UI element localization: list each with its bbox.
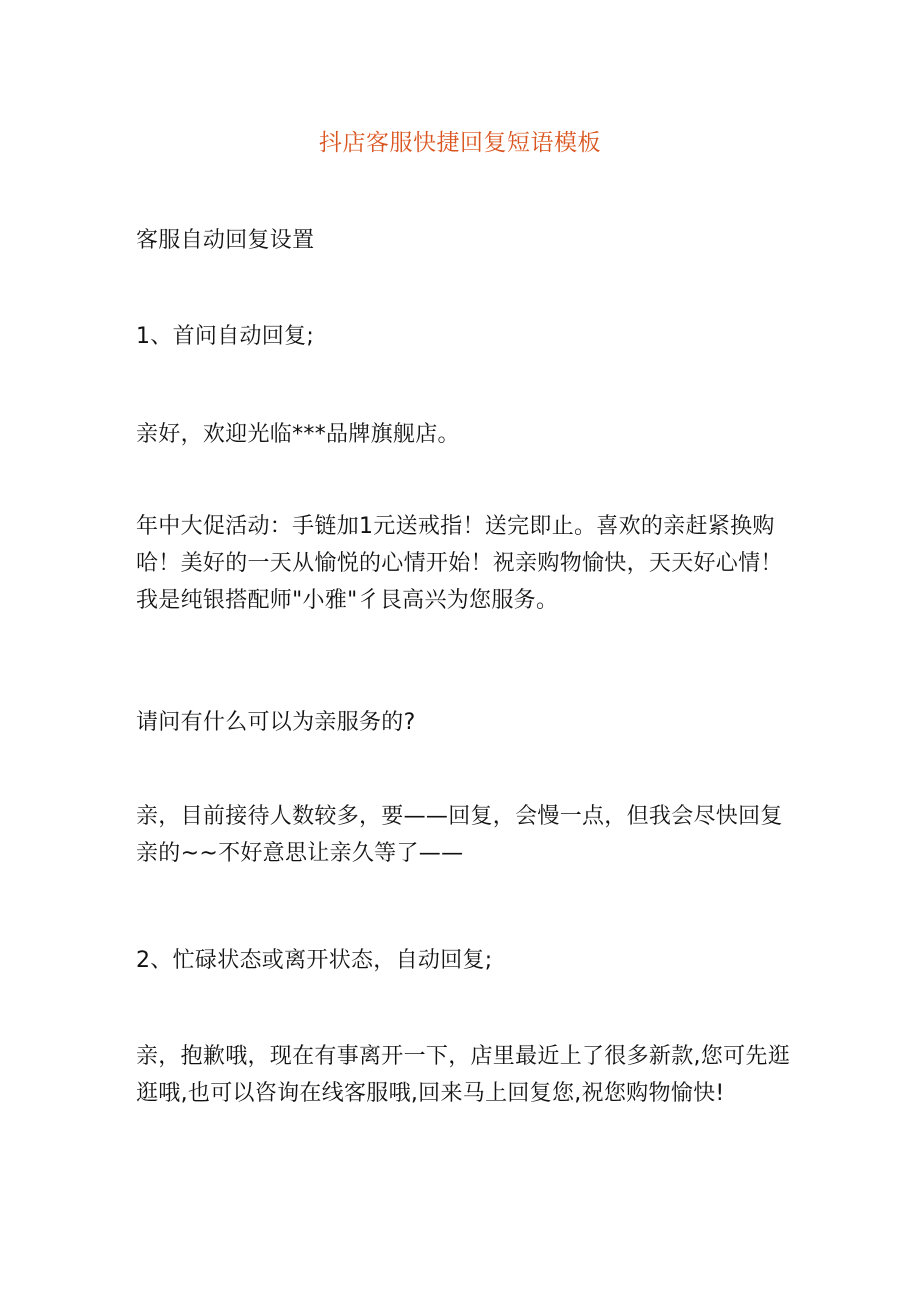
section-1-heading: 1、首问自动回复; <box>136 324 315 349</box>
document-title: 抖店客服快捷回复短语模板 <box>319 130 601 156</box>
welcome-paragraph: 亲好，欢迎光临***品牌旗舰店。 <box>136 422 460 447</box>
subtitle-paragraph: 客服自动回复设置 <box>136 228 315 253</box>
section-2-heading: 2、忙碌状态或离开状态，自动回复; <box>136 948 493 973</box>
away-paragraph: 亲，抱歉哦，现在有事离开一下，店里最近上了很多新款,您可先逛逛哦,也可以咨询在线客服哦,回来马上回复您,祝您购物愉快! <box>136 1044 790 1106</box>
ask-paragraph: 请问有什么可以为亲服务的? <box>136 710 416 735</box>
promo-paragraph: 年中大促活动：手链加1元送戒指！送完即止。喜欢的亲赶紧换购哈！美好的一天从愉悦的心情开始！祝亲购物愉快，天天好心情！我是纯银搭配师"小雅"彳艮高兴为您服务。 <box>136 514 783 613</box>
busy-paragraph: 亲，目前接待人数较多，要——回复，会慢一点，但我会尽快回复亲的~~不好意思让亲久等了—— <box>136 804 783 866</box>
